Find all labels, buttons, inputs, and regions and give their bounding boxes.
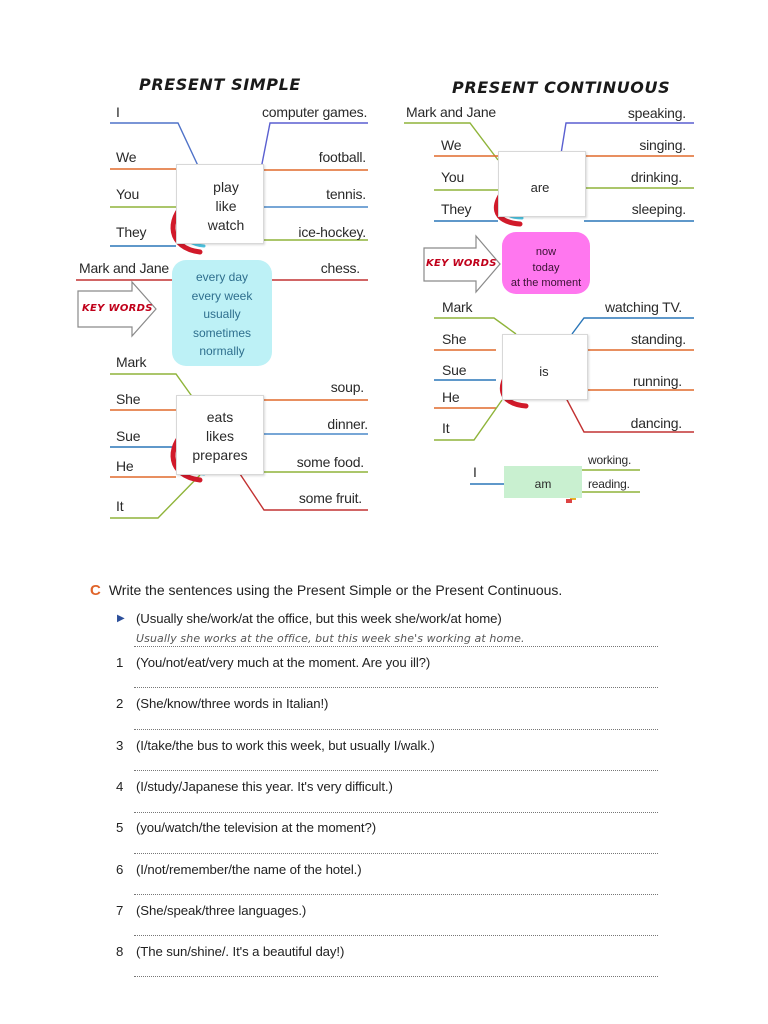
pc-object-drinking: drinking. — [630, 169, 682, 185]
ps-key-words-label: KEY WORDS — [82, 303, 153, 314]
pc-key-words-cloud — [502, 232, 590, 294]
ps-key-usually: usually — [203, 307, 241, 321]
ps-subject-mark: Mark — [116, 354, 147, 370]
pc-verb-am: am — [534, 477, 552, 491]
item-5-prompt: (you/watch/the television at the moment?) — [136, 820, 376, 835]
pc-key-at-the-moment: at the moment — [510, 277, 582, 289]
ps-subject-mark-and-jane: Mark and Jane — [79, 260, 170, 276]
item-8-prompt: (The sun/shine/. It's a beautiful day!) — [136, 944, 345, 959]
item-2-answer-line[interactable] — [134, 729, 658, 730]
pc-object-running: running. — [633, 373, 682, 389]
ps-object-computer-games: computer games. — [262, 104, 368, 120]
ps-verb-likes: likes — [205, 428, 234, 444]
pc-object-working: working. — [588, 453, 632, 467]
ps-key-words-cloud — [172, 260, 272, 366]
ps-object-some-fruit: some fruit. — [298, 490, 362, 506]
item-4-number: 4 — [116, 779, 124, 794]
pc-subject-we: We — [441, 137, 462, 153]
ps-verb-watch: watch — [207, 217, 245, 233]
pc-object-speaking: speaking. — [627, 105, 686, 121]
ps-subject-we: We — [116, 149, 137, 165]
item-3-prompt: (I/take/the bus to work this week, but usually I/walk.) — [136, 738, 435, 753]
pc-subject-they: They — [441, 201, 472, 217]
ps-verb-prepares: prepares — [192, 447, 248, 463]
ps-subject-it: It — [116, 498, 124, 514]
item-5-number: 5 — [116, 820, 124, 835]
ps-subject-i: I — [116, 104, 120, 120]
present-simple-title: PRESENT SIMPLE — [139, 75, 301, 94]
ps-subject-you: You — [116, 186, 140, 202]
item-6-prompt: (I/not/remember/the name of the hotel.) — [136, 862, 362, 877]
example-answer: Usually she works at the office, but this week she's working at home. — [136, 632, 525, 645]
ps-object-soup: soup. — [330, 379, 364, 395]
pc-verb-box-am — [504, 466, 582, 498]
pc-subject-it: It — [442, 420, 450, 436]
item-4-prompt: (I/study/Japanese this year. It's very difficult.) — [136, 779, 393, 794]
exercise-letter: C — [90, 582, 101, 599]
example-answer-line — [134, 646, 658, 647]
exercise-instruction: Write the sentences using the Present Simple or the Present Continuous. — [108, 582, 563, 598]
item-7-answer-line[interactable] — [134, 935, 658, 936]
ps-key-sometimes: sometimes — [192, 325, 251, 340]
pc-key-now: now — [535, 246, 557, 258]
pc-subject-he: He — [442, 389, 460, 405]
item-7-prompt: (She/speak/three languages.) — [136, 903, 307, 918]
pc-object-reading: reading. — [588, 477, 630, 491]
present-continuous-title: PRESENT CONTINUOUS — [452, 78, 671, 97]
item-3-number: 3 — [116, 738, 124, 753]
example-bullet-icon: ▶ — [117, 613, 125, 624]
pc-key-today: today — [532, 261, 560, 274]
item-1-number: 1 — [116, 655, 124, 670]
item-6-number: 6 — [116, 862, 124, 877]
item-1-prompt: (You/not/eat/very much at the moment. Are you ill?) — [136, 655, 431, 670]
pc-object-sleeping: sleeping. — [631, 201, 686, 217]
ps-object-ice-hockey: ice-hockey. — [298, 224, 366, 240]
ps-verbs-top — [196, 178, 256, 235]
ps-key-normally: normally — [199, 344, 245, 358]
item-1-answer-line[interactable] — [134, 687, 658, 688]
ps-object-chess: chess. — [320, 260, 360, 276]
ps-verb-like: like — [215, 198, 237, 214]
pc-verb-is: is — [539, 364, 549, 379]
item-3-answer-line[interactable] — [134, 770, 658, 771]
pc-subject-you: You — [441, 169, 465, 185]
exercise-heading — [90, 582, 562, 599]
item-8-number: 8 — [116, 944, 124, 959]
pc-key-words-label: KEY WORDS — [426, 258, 497, 269]
ps-subject-sue: Sue — [116, 428, 141, 444]
exercise-c — [90, 574, 678, 986]
item-8-answer-line[interactable] — [134, 976, 658, 977]
pc-verb-are: are — [530, 180, 550, 195]
ps-subject-he: He — [116, 458, 134, 474]
item-5-answer-line[interactable] — [134, 853, 658, 854]
item-2-number: 2 — [116, 696, 124, 711]
ps-verbs-bottom — [190, 408, 250, 465]
item-7-number: 7 — [116, 903, 124, 918]
pc-subject-she: She — [442, 331, 467, 347]
ps-subject-she: She — [116, 391, 141, 407]
pc-subject-i: I — [473, 464, 477, 480]
ps-object-some-food: some food. — [296, 454, 364, 470]
ps-verb-play: play — [213, 179, 239, 195]
example-prompt: (Usually she/work/at the office, but this week she/work/at home) — [136, 611, 502, 626]
pc-object-dancing: dancing. — [630, 415, 682, 431]
pc-subject-mark-and-jane: Mark and Jane — [406, 104, 497, 120]
item-6-answer-line[interactable] — [134, 894, 658, 895]
item-4-answer-line[interactable] — [134, 812, 658, 813]
pc-subject-mark: Mark — [442, 299, 473, 315]
pc-object-singing: singing. — [639, 137, 686, 153]
ps-object-football: football. — [318, 149, 366, 165]
pc-subject-sue: Sue — [442, 362, 467, 378]
ps-verb-eats: eats — [206, 409, 234, 425]
pc-object-watching-tv: watching TV. — [605, 299, 682, 315]
ps-subject-they: They — [116, 224, 147, 240]
ps-key-every-week: every week — [191, 288, 253, 303]
ps-object-dinner: dinner. — [327, 416, 368, 432]
item-2-prompt: (She/know/three words in Italian!) — [136, 696, 329, 711]
ps-object-tennis: tennis. — [326, 186, 366, 202]
pc-object-standing: standing. — [630, 331, 686, 347]
ps-key-every-day: every day — [195, 270, 249, 284]
